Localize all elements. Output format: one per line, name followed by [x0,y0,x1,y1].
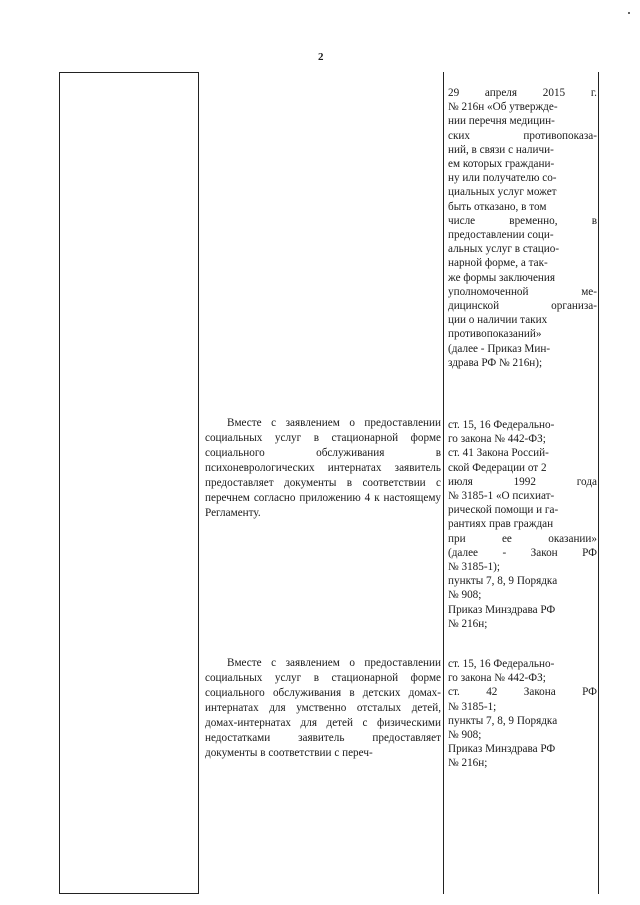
legal-basis-word: противопоказа- [523,129,597,142]
legal-basis-line: № 3185-1; [448,700,497,713]
legal-basis-word: 42 [486,686,498,699]
legal-basis-line [448,546,597,560]
legal-basis-line: ции о наличии таких [448,314,548,327]
legal-basis-word: июля [448,475,473,488]
table-bottom-border [59,893,199,894]
legal-basis-line: пункты 7, 8, 9 Порядка [448,714,558,727]
legal-basis-line: Приказ Минздрава РФ [448,603,556,616]
legal-basis-line: № 3185-1 «О психиат- [448,490,555,503]
legal-basis-line: же формы заключения [448,271,556,284]
legal-basis-line: ст. 41 Закона Россий- [448,447,549,460]
legal-basis-line: нарной форме, а так- [448,257,548,270]
legal-basis-word: апреля [484,87,518,99]
scan-speck [628,12,630,14]
legal-basis-word: уполномоченной [448,285,529,298]
legal-basis-word: при [448,532,466,545]
legal-basis-word: дицинской [448,300,500,313]
legal-basis-word: ст. [448,686,460,699]
legal-basis-line: противопоказаний» [448,328,542,341]
legal-basis-line [448,285,597,299]
legal-basis-line: ской Федерации от 2 [448,461,547,474]
legal-basis-word: организа- [551,300,597,313]
legal-basis-word: Закон [530,546,558,559]
legal-basis-word: оказании» [548,532,597,545]
legal-basis-word: 1992 [513,475,536,488]
legal-basis-line: ем которых граждани- [448,158,555,171]
legal-basis-word: в [591,214,597,227]
legal-basis-line: № 908; [448,589,482,602]
row3-procedure-paragraph: Вместе с заявлением о предоставлении социальных услуг в стационарной форме социального обслуживания в детских домах-интернатах для умственно отсталых детей, домах-интернатах для детей с физическими недостатками заявитель предоставляет документы в соответствии с переч- [205,657,441,759]
legal-basis-line: (далее - Приказ Мин- [448,342,551,355]
legal-basis-line: № 216н «Об утвержде- [448,101,558,114]
legal-basis-line: го закона № 442-ФЗ; [448,672,546,685]
row2-procedure-text [205,416,441,521]
legal-basis-line [448,532,597,546]
legal-basis-word: ее [501,532,512,545]
legal-basis-line [448,86,597,100]
table-top-border [59,72,199,73]
legal-basis-word: - [502,546,507,559]
legal-basis-line [448,129,597,143]
legal-basis-line: ст. 15, 16 Федерально- [448,419,555,431]
legal-basis-line [448,685,597,699]
legal-basis-word: ме- [581,285,597,298]
legal-basis-line: предоставлении соци- [448,229,554,242]
table-left-border [59,72,60,894]
row2-legal-basis [448,418,597,631]
legal-basis-word: (далее [448,546,478,559]
legal-basis-line: № 216н; [448,617,488,630]
legal-basis-word: г. [590,87,597,99]
legal-basis-line: № 3185-1); [448,561,500,574]
legal-basis-word: 29 [448,87,460,99]
legal-basis-line: альных услуг в стацио- [448,243,560,256]
table-column-divider-2 [443,72,444,894]
row2-procedure-paragraph: Вместе с заявлением о предоставлении социальных услуг в стационарной форме социального обслуживания в психоневрологических интернатах заявитель предоставляет документы в соответствии с перечнем согласно приложению 4 к настоящему Регламенту. [205,417,441,519]
row1-legal-basis [448,86,597,370]
legal-basis-word: Закона [523,686,556,699]
legal-basis-word: 2015 [542,87,566,99]
legal-basis-line: ну или получателю со- [448,172,557,185]
page-number: 2 [318,51,324,63]
legal-basis-line [448,214,597,228]
legal-basis-line: пункты 7, 8, 9 Порядка [448,575,558,588]
legal-basis-line: Приказ Минздрава РФ [448,743,556,756]
legal-basis-line: ний, в связи с наличи- [448,143,554,156]
legal-basis-word: РФ [582,686,597,699]
row3-legal-basis [448,657,597,771]
legal-basis-line: быть отказано, в том [448,200,547,213]
legal-basis-line: нии перечня медицин- [448,115,555,128]
legal-basis-line: го закона № 442-ФЗ; [448,433,546,446]
legal-basis-line: рической помощи и га- [448,504,559,517]
legal-basis-line [448,475,597,489]
legal-basis-line: циальных услуг может [448,186,557,199]
table-column-divider-1 [198,72,199,894]
legal-basis-line: № 908; [448,729,482,742]
legal-basis-line: здрава РФ № 216н); [448,356,543,369]
row3-procedure-text [205,656,441,761]
legal-basis-word: числе [448,214,476,227]
legal-basis-line: рантиях прав граждан [448,518,554,531]
table-right-border [598,72,599,894]
legal-basis-line: ст. 15, 16 Федерально- [448,658,555,670]
legal-basis-line: № 216н; [448,757,488,770]
legal-basis-line [448,299,597,313]
legal-basis-word: временно, [509,214,558,227]
legal-basis-word: года [576,475,597,488]
legal-basis-word: ских [448,129,470,142]
legal-basis-word: РФ [582,546,597,559]
